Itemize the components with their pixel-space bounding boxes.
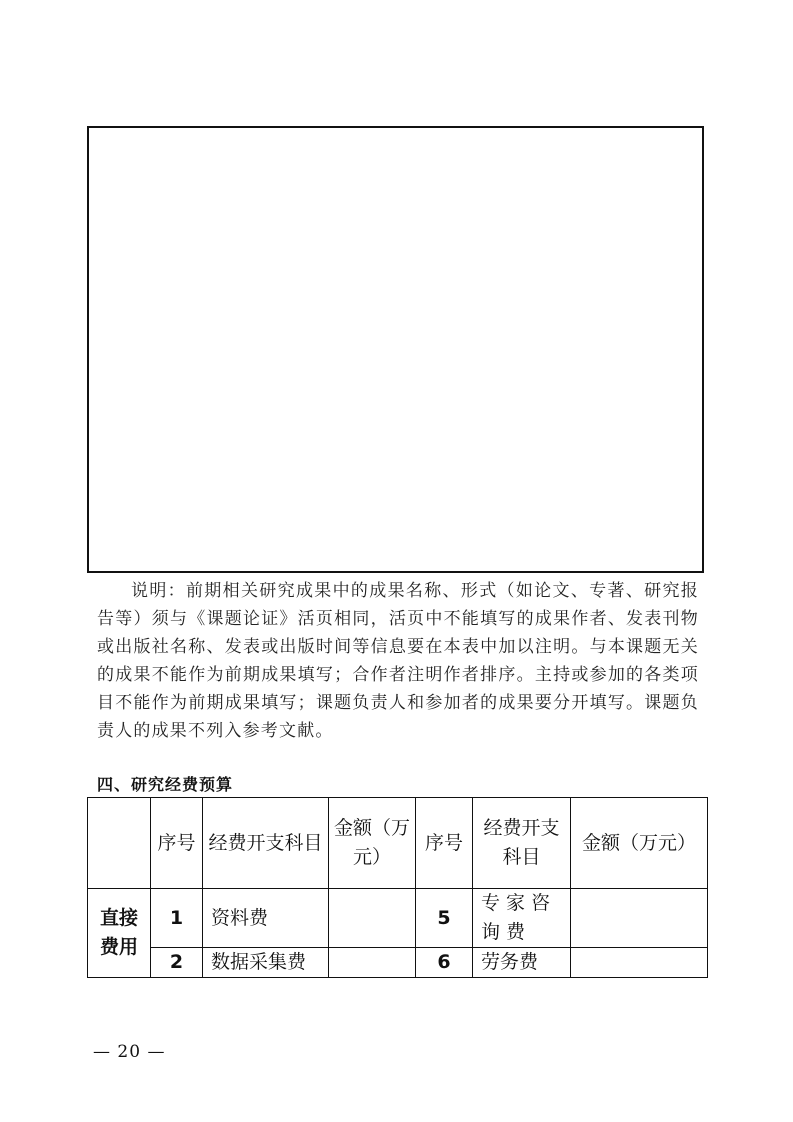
page-number: — 20 — <box>93 1042 166 1062</box>
table-row <box>88 948 708 978</box>
row-seq: 1 <box>151 889 203 948</box>
row-seq: 2 <box>151 948 203 978</box>
row-item: 资料费 <box>203 889 329 948</box>
table-header-row <box>88 798 708 889</box>
prior-results-box <box>87 126 704 573</box>
row-item-2: 专家咨询费 <box>473 889 571 948</box>
row-item-2: 劳务费 <box>473 948 571 978</box>
row-amount-field-2[interactable] <box>571 889 708 948</box>
header-seq-2: 序号 <box>416 798 473 889</box>
header-seq: 序号 <box>151 798 203 889</box>
row-amount-field[interactable] <box>329 948 416 978</box>
row-amount-field[interactable] <box>329 889 416 948</box>
header-blank-cell <box>88 798 151 889</box>
budget-table <box>87 797 708 978</box>
row-item: 数据采集费 <box>203 948 329 978</box>
row-amount-field-2[interactable] <box>571 948 708 978</box>
header-amount-2: 金额（万元） <box>571 798 708 889</box>
header-item-2: 经费开支科目 <box>473 798 571 889</box>
row-seq-2: 6 <box>416 948 473 978</box>
instruction-note: 说明：前期相关研究成果中的成果名称、形式（如论文、专著、研究报告等）须与《课题论证》活页相同，活页中不能填写的成果作者、发表刊物或出版社名称、发表或出版时间等信息要在本表中加以注明。与本课题无关的成果不能作为前期成果填写；合作者注明作者排序。主持或参加的各类项目不能作为前期成果填写；课题负责人和参加者的成果要分开填写。课题负责人的成果不列入参考文献。 <box>97 581 699 741</box>
section-title: 四、研究经费预算 <box>97 775 234 794</box>
category-cell: 直接费用 <box>88 889 151 978</box>
header-item: 经费开支科目 <box>203 798 329 889</box>
row-seq-2: 5 <box>416 889 473 948</box>
header-amount: 金额（万元） <box>329 798 416 889</box>
table-row <box>88 889 708 948</box>
